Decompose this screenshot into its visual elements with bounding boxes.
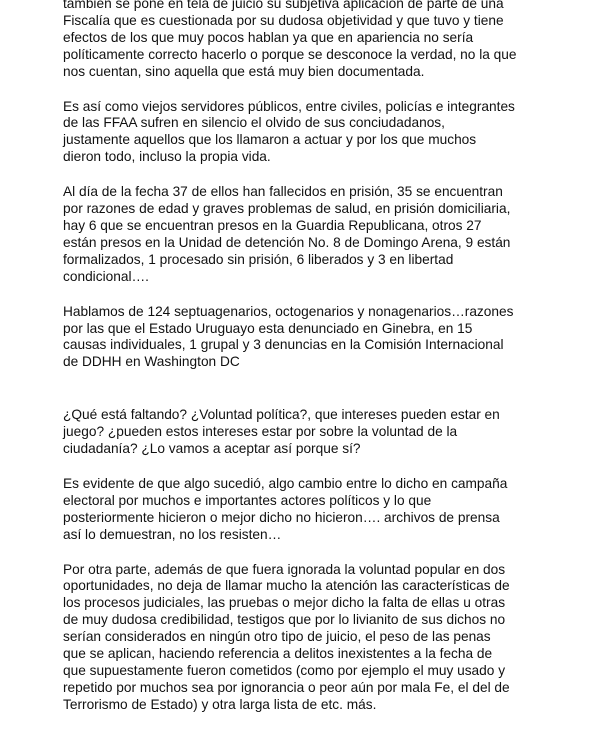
text-line: juego? ¿pueden estos intereses estar por sobre la voluntad de la <box>63 424 458 440</box>
text-line: Fiscalía que es cuestionada por su dudosa objetividad y que tuvo y tiene <box>63 12 504 28</box>
text-line: formalizados, 1 procesado sin prisión, 6 liberados y 3 en libertad <box>63 251 454 267</box>
text-line: Por otra parte, además de que fuera ignorada la voluntad popular en dos <box>63 561 506 577</box>
text-line: posteriormente hicieron o mejor dicho no hicieron…. archivos de prensa <box>63 509 500 525</box>
paragraph-denuncias <box>63 304 553 372</box>
text-line: Es evidente de que algo sucedió, algo cambio entre lo dicho en campaña <box>63 475 508 491</box>
paragraph-procesos-judiciales <box>63 562 553 714</box>
text-line: electoral por muchos e importantes actores políticos y lo que <box>63 492 432 508</box>
text-line: los procesos judiciales, las pruebas o mejor dicho la falta de ellas u otras <box>63 595 506 611</box>
text-line: Es así como viejos servidores públicos, entre civiles, policías e integrantes <box>63 98 515 114</box>
text-line: de DDHH en Washington DC <box>63 354 240 370</box>
text-line: que supuestamente fueron cometidos (como por ejemplo el muy usado y <box>63 663 506 678</box>
paragraph-servidores-publicos <box>63 99 553 167</box>
text-line: de muy dudosa credibilidad, testigos que por lo livianito de sus dichos no <box>63 612 506 628</box>
text-line: efectos de los que muy pocos hablan ya que en apariencia no sería <box>63 29 474 45</box>
paragraph-estadisticas-presos <box>63 184 553 285</box>
text-line: por las que el Estado Uruguayo esta denunciado en Ginebra, en 15 <box>63 320 473 336</box>
text-line: nos cuentan, sino aquella que está muy bien documentada. <box>63 63 425 79</box>
text-line: repetido por muchos sea por ignorancia o peor aún por mala Fe, el del de <box>63 679 510 695</box>
document-body <box>63 0 553 732</box>
text-line: ciudadanía? ¿Lo vamos a aceptar así porque sí? <box>63 441 361 457</box>
text-line: serían considerados en ningún otro tipo de juicio, el peso de las penas <box>63 629 491 645</box>
paragraph-campana-electoral <box>63 476 553 544</box>
text-line: que se aplican, haciendo referencia a delitos inexistentes a la fecha de <box>63 646 493 662</box>
text-line: causas individuales, 1 grupal y 3 denuncias en la Comisión Internacional <box>63 337 504 353</box>
paragraph-preguntas <box>63 407 553 458</box>
text-line: están presos en la Unidad de detención No. 8 de Domingo Arena, 9 están <box>63 234 511 250</box>
text-line: hay 6 que se encuentran presos en la Guardia Republicana, otros 27 <box>63 217 482 233</box>
text-line: políticamente correcto hacerlo o porque se desconoce la verdad, no la que <box>63 46 517 62</box>
text-line: de las FFAA sufren en silencio el olvido de sus conciudadanos, <box>63 115 445 131</box>
text-line: por razones de edad y graves problemas de salud, en prisión domiciliaria, <box>63 201 511 217</box>
text-line: dieron todo, incluso la propia vida. <box>63 149 271 165</box>
text-line: ¿Qué está faltando? ¿Voluntad política?, que intereses pueden estar en <box>63 407 500 423</box>
text-line: también se pone en tela de juicio su subjetiva aplicación de parte de una <box>63 0 504 11</box>
text-line: Terrorismo de Estado) y otra larga lista de etc. más. <box>63 696 377 712</box>
text-line: oportunidades, no deja de llamar mucho la atención las características de <box>63 578 510 594</box>
text-line: Al día de la fecha 37 de ellos han fallecidos en prisión, 35 se encuentran <box>63 184 503 200</box>
paragraph-fiscalia <box>63 0 553 81</box>
text-line: Hablamos de 124 septuagenarios, octogenarios y nonagenarios…razones <box>63 303 514 319</box>
text-line: condicional…. <box>63 268 149 284</box>
text-line: justamente aquellos que los llamaron a actuar y por los que muchos <box>63 132 477 148</box>
text-line: así lo demuestran, no los resisten… <box>63 526 282 542</box>
